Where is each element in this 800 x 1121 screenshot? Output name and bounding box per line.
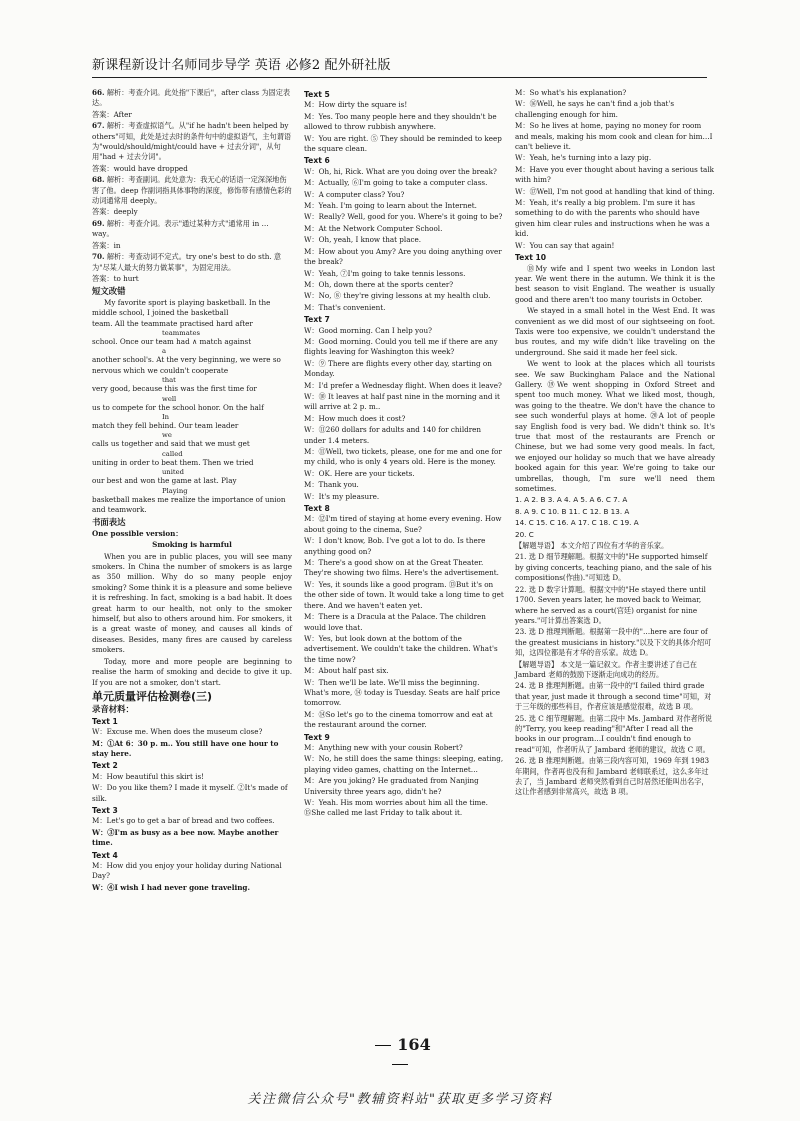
right-column: [515, 88, 715, 799]
explanation-item: 22. 选 D 数字计算题。根据文中的"He stayed there until 1700. Seven years later, he moved back to Weimar, where he served as a court(宫廷) organist for nine years."可计算出答案选 D。: [515, 584, 706, 625]
correction-passage: My favorite sport is playing basketball. In the middle school, I joined the basketball team. All the teammate practised hard after teammates school. Once our team had ∧ match against a another school's. At the very beginning, we were so nervous which we couldn't cooperate that very good, because this was the first time for well us to compete for the school honor. On the half In match they fell behind. Our team leader we calls us together and said that we must get called uniting in order to beat them. Then we tried united our best and won the game at last. Play Playing basketball makes me realize the importance of union and teamwork.: [92, 297, 286, 514]
listening-text: Text 9 M：Anything new with your cousin Robert? W：No, he still does the same things: sleeping, eating, playing video games, chatting on the Internet… M：Are you joking? He graduated from Nanjing University three years ago, didn't he? W：Yeah. His mom worries about him all the time. ⑮She called me last Friday to talk about it.: [304, 732, 504, 818]
explanation-item: 24. 选 B 推理判断题。由第一段中的"I failed third grade that year, just made it through a second time"可知，对于三年级的那些科目，作者应该是感觉很难，故选 B 项。: [515, 681, 712, 712]
middle-column: [304, 88, 504, 820]
listening-text: Text 3 M：Let's go to get a bar of bread and two coffees. W：③I'm as busy as a bee now. Maybe another time.: [92, 805, 279, 848]
explanation-item: 25. 选 C 细节理解题。由第二段中 Ms. Jambard 对作者所说的"Terry, you keep reading"和"After I read all the books in our program…I couldn't find enough to read"可知，作者听从了 Jambard 老师的建议，故选 C 项。: [515, 713, 713, 754]
essay-title: Smoking is harmful: [152, 540, 232, 550]
listening-text: Text 10 ⑱My wife and I spent two weeks in London last year. We went there in the autumn. We think it is the best season to visit England. The weather is usually good and there aren't too many tourists in October. We stayed in a small hotel in the West End. It was convenient as we did most of our sightseeing on foot. Taxis were too expensive, we couldn't understand the bus routes, and my wife didn't like traveling on the underground. She said it made her feel sick. We went to look at the places which all tourists see. We saw Buckingham Palace and the National Gallery. ⑲We went shopping in Oxford Street and spent too much money. What we liked most, though, was going to the theatre. We don't have the chance to see such wonderful plays at home. ⑳A lot of people say English food is very bad. We didn't think so. It's true that most of the restaurants are French or Chinese, but we had some very good meals. In fact, we enjoyed our holiday so much that we have already booked again for this year. We're going to take our umbrellas, though, I'm sure we'll need them sometimes.: [515, 253, 715, 494]
explanation-item: 21. 选 D 细节理解题。根据文中的"He supported himself by giving concerts, teaching piano, and the sale of his compositions(作曲)."可知选 D。: [515, 552, 712, 583]
answer-item: 68. 解析：考查副词。此处意为：我无心的话语一定深深地伤害了他。deep 作副词指具体事物的深度，修饰带有感情色彩的动词通常用 deeply。 答案：deeply: [92, 175, 292, 217]
answer-item: 70. 解析：考查动词不定式。try one's best to do sth. 意为"尽某人最大的努力做某事"，为固定用法。 答案：to hurt: [92, 252, 282, 283]
explanation-item: 26. 选 B 推理判断题。由第三段内容可知，1969 年到 1983 年期间，作者再也没有和 Jambard 老师联系过，这么多年过去了，当 Jambard 老师突然看到自己时居然还能叫出名字，这让作者感到非常高兴，故选 B 项。: [515, 756, 710, 797]
listening-text: Text 8 M：⑫I'm tired of staying at home every evening. How about going to the cinema, Sue? W：I don't know, Bob. I've got a lot to do. Is there anything good on? M：There's a good show on at the Great Theater. They're showing two films. Here's the advertisement. W：Yes, it sounds like a good program. ⑬But it's on the other side of town. It would take a long time to get there. And we haven't eaten yet. M：There is a Dracula at the Palace. The children would love that. W：Yes, but look down at the bottom of the advertisement. We couldn't take the children. What's the time now? M：About half past six. W：Then we'll be late. We'll miss the beginning. What's more, ⑭ today is Tuesday. Seats are half price tomorrow. M：⑭So let's go to the cinema tomorrow and eat at the restaurant around the corner.: [304, 504, 504, 730]
page-number: 164: [360, 1035, 440, 1073]
listening-text: Text 7 W：Good morning. Can I help you? M：Good morning. Could you tell me if there are any flights leaving for Washington this week? W：⑨ There are flights every other day, starting on Monday. M：I'd prefer a Wednesday flight. When does it leave? W：⑩ It leaves at half past nine in the morning and it will arrive at 2 p. m.. M：How much does it cost? W：⑪260 dollars for adults and 140 for children under 1.4 meters. M：⑪Well, two tickets, please, one for me and one for my child, who is only 4 years old. Here is the money. W：OK. Here are your tickets. M：Thank you. W：It's my pleasure.: [304, 315, 502, 501]
writing-version: One possible version：: [92, 528, 183, 538]
guide-intro: 【解题导语】 本文是一篇记叙文。作者主要讲述了自己在 Jambard 老师的鼓励下逐渐走向成功的经历。: [515, 659, 697, 679]
listening-text: Text 2 M：How beautiful this skirt is! W：Do you like them? I made it myself. ②It's made of silk.: [92, 761, 288, 803]
answer-key: 1. A 2. B 3. A 4. A 5. A 6. C 7. A 8. A 9. C 10. B 11. C 12. B 13. A 14. C 15. C 16. A 17. C 18. C 19. A 20. C: [515, 495, 639, 539]
essay-paragraph: Today, more and more people are beginning to realise the harm of smoking and decide to give it up. If you are not a smoker, don't start.: [92, 656, 292, 687]
listening-text: Text 1 W：Excuse me. When does the museum close? M：①At 6：30 p. m.. You still have one hour to stay here.: [92, 716, 279, 758]
left-column: [92, 88, 292, 894]
unit-title: 单元质量评估检测卷(三): [92, 689, 213, 703]
writing-title: 书面表达: [92, 517, 126, 528]
guide-intro: 【解题导语】 本文介绍了四位有才华的音乐家。: [515, 541, 669, 551]
page-header: 新课程新设计名师同步导学 英语 必修2 配外研社版: [92, 58, 707, 78]
listening-title: 录音材料：: [92, 704, 134, 715]
listening-text-continued: M：So what's his explanation? W：⑯Well, he says he can't find a job that's challenging enough for him. M：So he lives at home, paying no money for room and meals, making his mom cook and clean for him…I can't believe it. W：Yeah, he's turning into a lazy pig. M：Have you ever thought about having a serious talk with him? W：⑰Well, I'm not good at handling that kind of thing. M：Yeah, it's really a big problem. I'm sure it has something to do with the parents who should have given him clear rules and instructions when he was a kid. W：You can say that again!: [515, 88, 715, 250]
answer-item: 69. 解析：考查介词。表示"通过某种方式"通常用 in … way。 答案：in: [92, 218, 269, 250]
explanation-item: 23. 选 D 推理判断题。根据第一段中的"…here are four of the greatest musicians in history."以及下文的具体介绍可知，这四位都是有才华的音乐家。故选 D。: [515, 627, 712, 658]
listening-text: Text 5 M：How dirty the square is! M：Yes. Too many people here and they shouldn't be allowed to throw rubbish anywhere. W：You are right. ⑤ They should be reminded to keep the square clean.: [304, 90, 502, 154]
listening-text: Text 6 W：Oh, hi, Rick. What are you doing over the break? M：Actually, ⑥I'm going to take a computer class. W：A computer class? You? M：Yeah. I'm going to learn about the Internet. W：Really? Well, good for you. Where's it going to be? M：At the Network Computer School. W：Oh, yeah, I know that place. M：How about you Amy? Are you doing anything over the break? W：Yeah, ⑦I'm going to take tennis lessons. M：Oh, down there at the sports center? W：No, ⑧ they're giving lessons at my health club. M：That's convenient.: [304, 156, 503, 312]
listening-text: Text 4 M：How did you enjoy your holiday during National Day? W：④I wish I had never gone traveling.: [92, 850, 282, 892]
correction-title: 短文改错: [92, 286, 126, 297]
footer-note: 关注微信公众号"教辅资料站"获取更多学习资料: [247, 1092, 553, 1107]
answer-item: 66. 解析：考查介词。此处指"下课后"，after class 为固定表达。 答案：After: [92, 88, 291, 119]
essay-paragraph: When you are in public places, you will see many smokers. In China the number of smokers is as large as 350 million. Why do so many people enjoy smoking? Some think it is a pleasure and some believe it is refreshing. In fact, smoking is a bad habit. It does great harm to our health, not only to the smoker himself, but also to others around him. For smokers, it is a great waste of money, and causes all kinds of diseases. Besides, many fires are caused by careless smokers.: [92, 551, 292, 655]
answer-item: 67. 解析：考查虚拟语气。从"if he hadn't been helped by others"可知，此处是过去时的条件句中的虚拟语气，主句谓语为"would/should/might/could have + 过去分词"，从句用"had + 过去分词"。 答案：would have dropped: [92, 121, 292, 173]
